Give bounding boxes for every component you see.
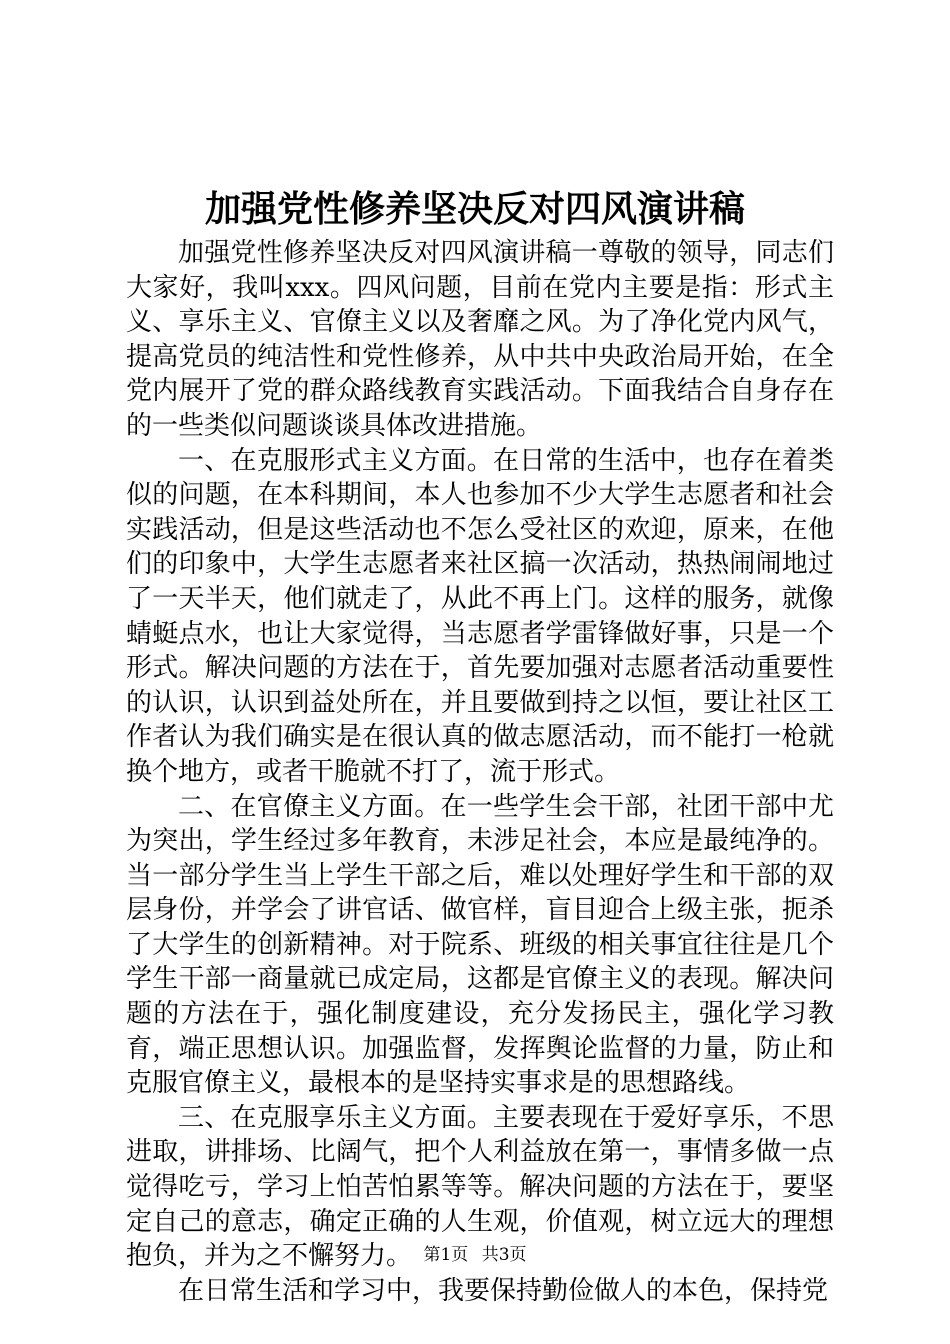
paragraph-hedonism: 三、在克服享乐主义方面。主要表现在于爱好享乐，不思进取，讲排场、比阔气，把个人利益放在第一，事情多做一点觉得吃亏，学习上怕苦怕累等等。解决问题的方法在于，要坚定自己的意志，确定正确的人生观，价值观，树立远大的理想抱负，并为之不懈努力。 (126, 1102, 834, 1272)
paragraph-bureaucratism: 二、在官僚主义方面。在一些学生会干部，社团干部中尤为突出，学生经过多年教育，未涉足社会，本应是最纯净的。当一部分学生当上学生干部之后，难以处理好学生和干部的双层身份，并学会了讲官话、做官样，盲目迎合上级主张，扼杀了大学生的创新精神。对于院系、班级的相关事宜往往是几个学生干部一商量就已成定局，这都是官僚主义的表现。解决问题的方法在于，强化制度建设，充分发扬民主，强化学习教育，端正思想认识。加强监督，发挥舆论监督的力量，防止和克服官僚主义，最根本的是坚持实事求是的思想路线。 (126, 791, 834, 1099)
document-title: 加强党性修养坚决反对四风演讲稿 (204, 188, 745, 230)
paragraph-intro: 加强党性修养坚决反对四风演讲稿一尊敬的领导，同志们大家好，我叫xxx。四风问题，目前在党内主要是指：形式主义、享乐主义、官僚主义以及奢靡之风。为了净化党内风气，提高党员的纯洁性和党性修养，从中共中央政治局开始，在全党内展开了党的群众路线教育实践活动。下面我结合自身存在的一些类似问题谈谈具体改进措施。 (126, 238, 834, 441)
page-number-current: 第1页 (423, 1245, 469, 1265)
paragraph-daily-life: 在日常生活和学习中，我要保持勤俭做人的本色，保持党 (178, 1275, 829, 1306)
page-footer (0, 1243, 950, 1267)
document-body (126, 236, 834, 1308)
page-number-total: 共3页 (481, 1245, 527, 1265)
paragraph-formalism: 一、在克服形式主义方面。在日常的生活中，也存在着类似的问题，在本科期间，本人也参加不少大学生志愿者和社会实践活动，但是这些活动也不怎么受社区的欢迎，原来，在他们的印象中，大学生志愿者来社区搞一次活动，热热闹闹地过了一天半天，他们就走了，从此不再上门。这样的服务，就像蜻蜓点水，也让大家觉得，当志愿者学雷锋做好事，只是一个形式。解决问题的方法在于，首先要加强对志愿者活动重要性的认识，认识到益处所在，并且要做到持之以恒，要让社区工作者认为我们确实是在很认真的做志愿活动，而不能打一枪就换个地方，或者干脆就不打了，流于形式。 (126, 445, 834, 787)
